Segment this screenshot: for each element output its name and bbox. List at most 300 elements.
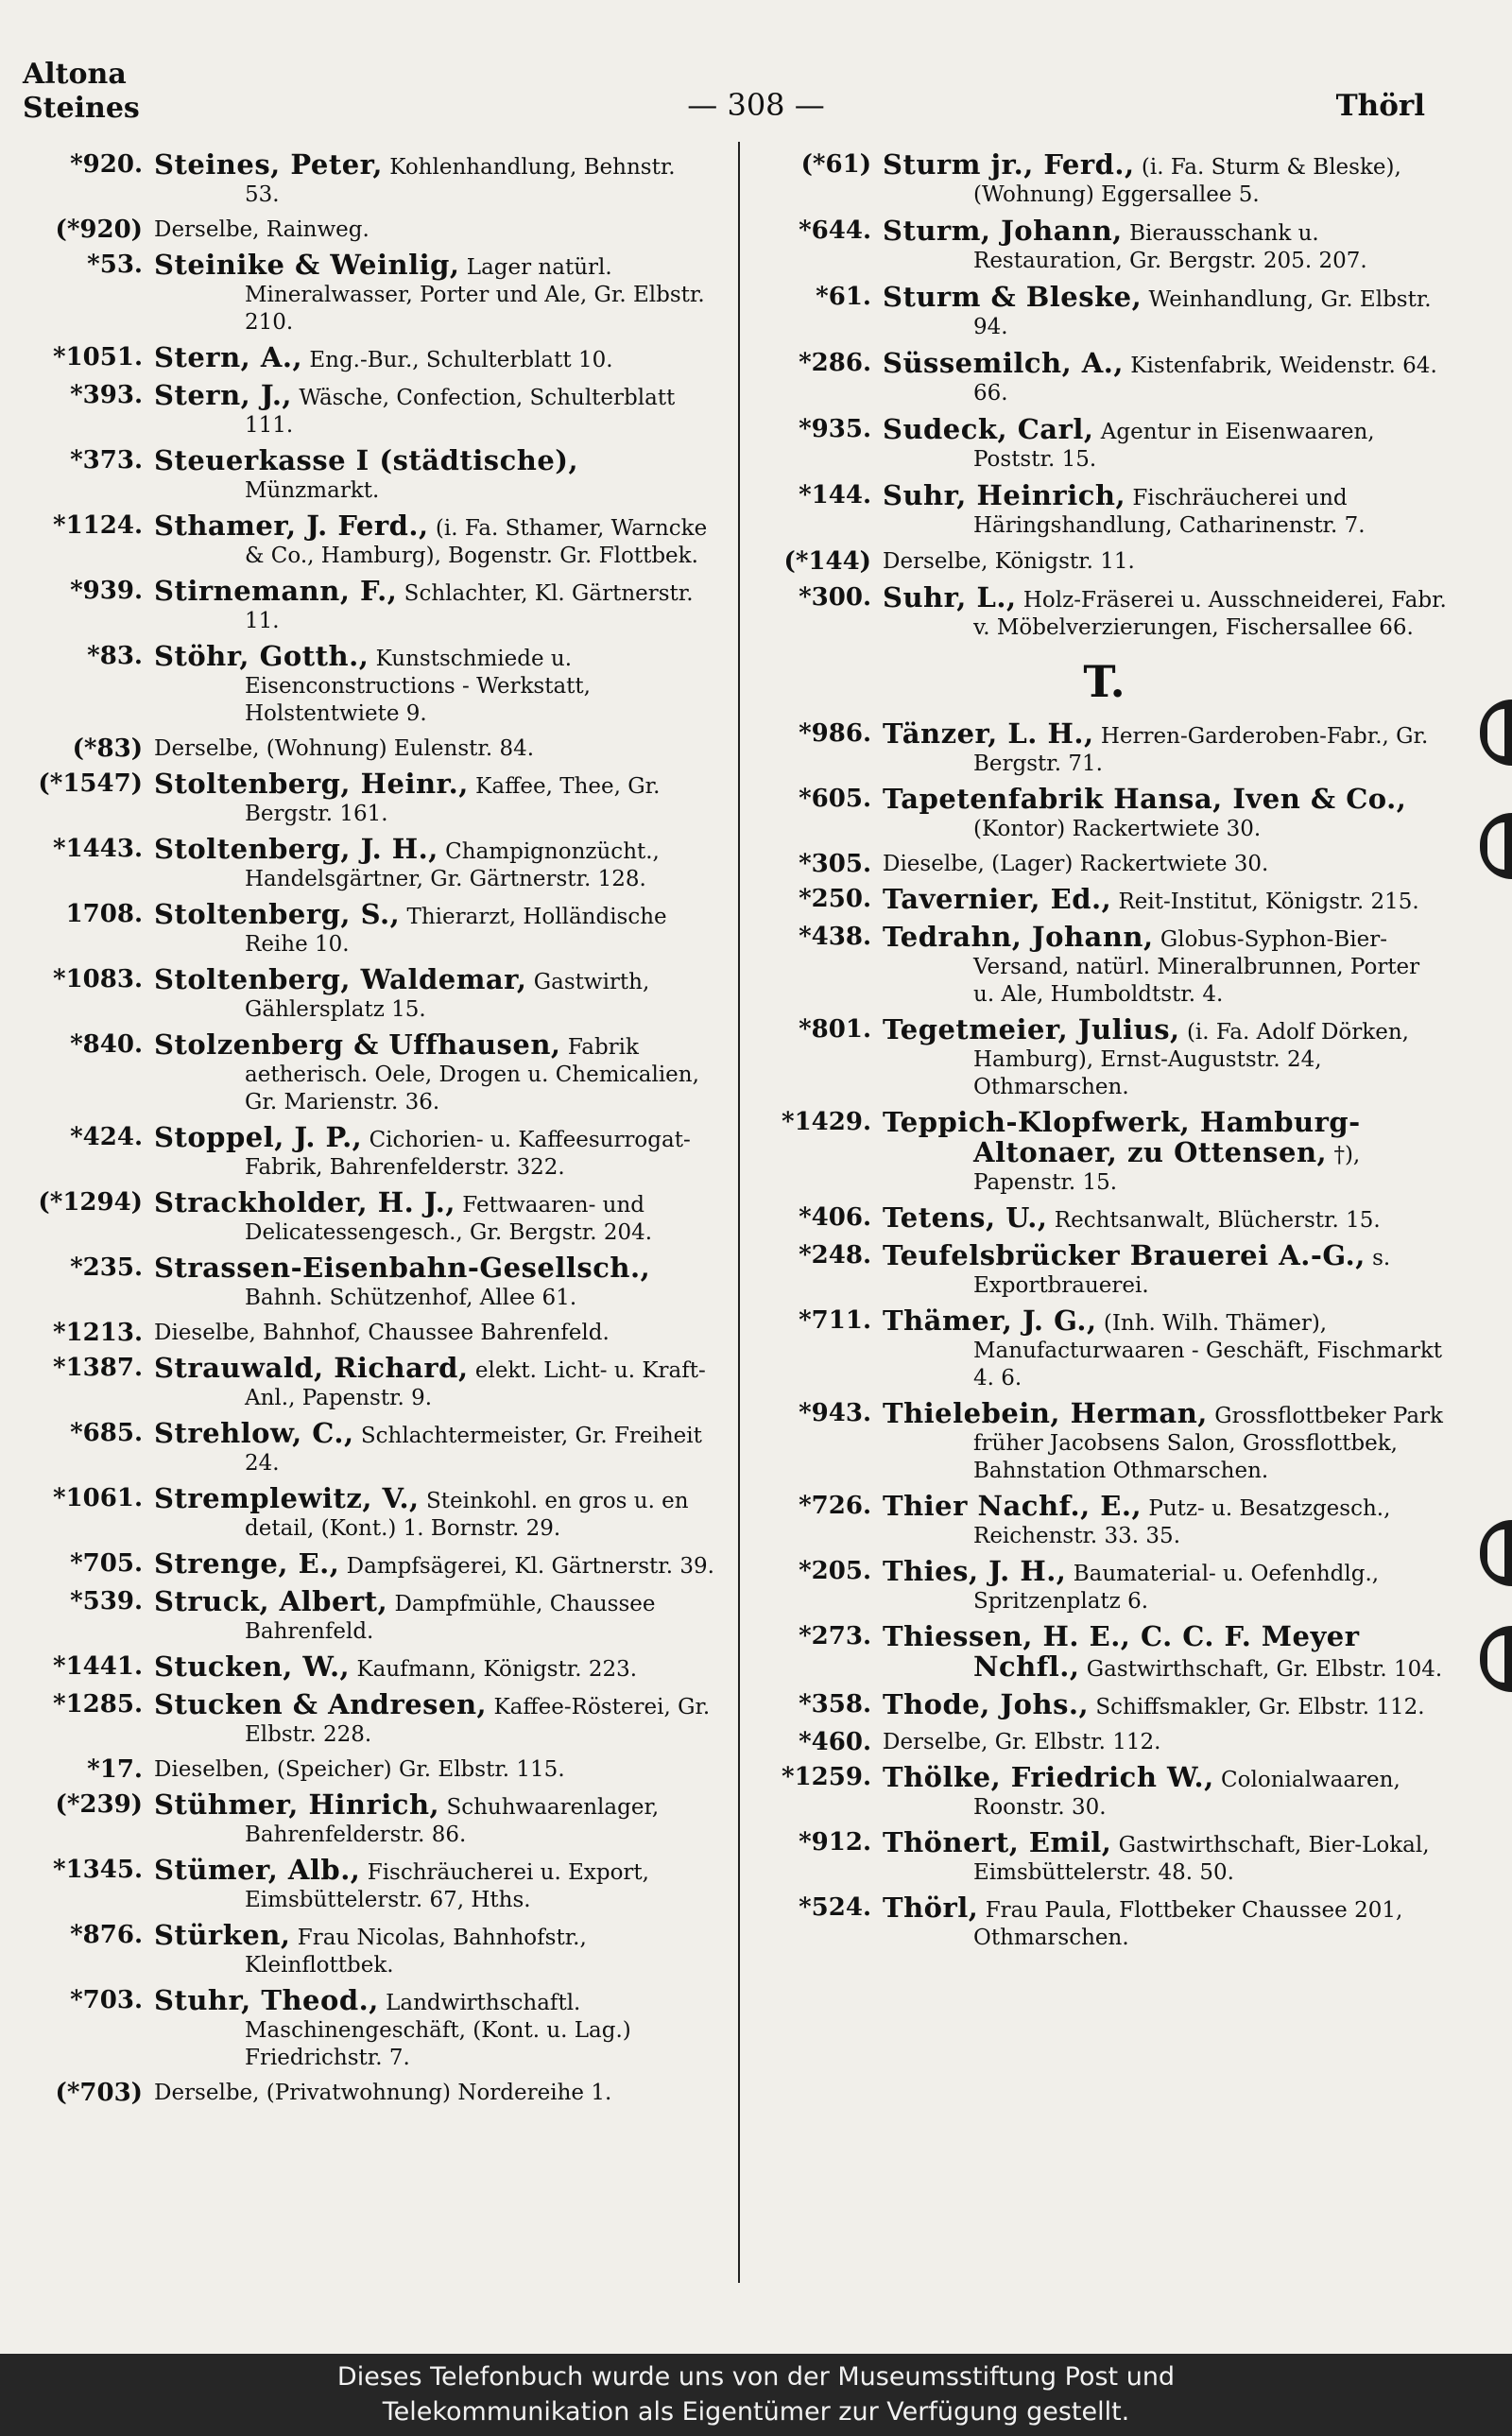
entry-body: [883, 1201, 1447, 1235]
subscriber-details: Schlachter, Kl. Gärtnerstr. 11.: [245, 581, 694, 633]
phone-number: *83.: [87, 642, 143, 670]
directory-entry: [762, 1894, 1447, 1952]
subscriber-details: Bierausschank u. Restauration, Gr. Bergstr. 205. 207.: [973, 221, 1367, 273]
phone-number: (*703): [55, 2079, 143, 2107]
left-column: [25, 148, 716, 2115]
subscriber-details: (Inh. Wilh. Thämer), Manufacturwaaren - Geschäft, Fischmarkt 4. 6.: [973, 1311, 1443, 1391]
phone-number: *1443.: [52, 835, 143, 863]
entry-body: [883, 851, 1447, 878]
directory-entry: [762, 921, 1447, 1009]
entry-body: [883, 783, 1447, 843]
phone-number: *1051.: [52, 343, 143, 371]
entry-body: [154, 735, 716, 763]
directory-entry: [25, 1417, 716, 1477]
subscriber-details: Gastwirth, Gählersplatz 15.: [245, 970, 650, 1022]
entry-body: [883, 1555, 1447, 1615]
phone-number: *840.: [70, 1030, 143, 1059]
phone-number: *539.: [70, 1587, 143, 1615]
subscriber-name: Thölke, Friedrich W.,: [883, 1761, 1214, 1793]
directory-entry: [25, 1352, 716, 1412]
entry-body: [883, 883, 1447, 916]
directory-entry: [25, 1585, 716, 1646]
binder-tab-mark: [1480, 813, 1512, 879]
phone-number: (*83): [72, 734, 143, 763]
subscriber-name: Sturm & Bleske,: [883, 281, 1143, 313]
directory-entry: [25, 1320, 716, 1347]
subscriber-details: Derselbe, Rainweg.: [154, 217, 369, 242]
directory-entry: [25, 963, 716, 1024]
subscriber-details: Globus-Syphon-Bier-Versand, natürl. Mineralbrunnen, Porter u. Ale, Humboldtstr. 4.: [973, 927, 1420, 1007]
subscriber-details: Fischräucherei u. Export, Eimsbüttelerstr. 67, Hths.: [245, 1860, 649, 1912]
phone-number: *373.: [70, 446, 143, 475]
subscriber-name: Teufelsbrücker Brauerei A.-G.,: [883, 1239, 1366, 1271]
subscriber-details: Kunstschmiede u. Eisenconstructions - Werkstatt, Holstentwiete 9.: [245, 647, 591, 726]
entry-body: [883, 148, 1447, 209]
phone-number: *438.: [799, 923, 871, 951]
entry-body: [154, 1547, 716, 1581]
subscriber-name: Tetens, U.,: [883, 1201, 1048, 1234]
phone-number: *935.: [799, 415, 871, 443]
entry-body: [883, 1729, 1447, 1756]
directory-entry: [762, 1013, 1447, 1101]
directory-entry: [762, 1201, 1447, 1235]
phone-number: (*1294): [38, 1188, 143, 1217]
directory-entry: [25, 341, 716, 374]
subscriber-name: Suhr, L.,: [883, 581, 1017, 613]
subscriber-name: Strassen-Eisenbahn-Gesellsch.,: [154, 1252, 651, 1284]
entry-body: [883, 1826, 1447, 1887]
subscriber-name: Stümer, Alb.,: [154, 1854, 361, 1886]
subscriber-details: Schlachtermeister, Gr. Freiheit 24.: [245, 1424, 702, 1476]
subscriber-name: Strackholder, H. J.,: [154, 1186, 455, 1218]
entry-body: [154, 1482, 716, 1543]
subscriber-details: Landwirthschaftl. Maschinengeschäft, (Kont. u. Lag.) Friedrichstr. 7.: [245, 1991, 631, 2070]
directory-entry: [762, 217, 1447, 275]
subscriber-details: (i. Fa. Adolf Dörken, Hamburg), Ernst-Auguststr. 24, Othmarschen.: [973, 1020, 1409, 1099]
directory-entry: [25, 1186, 716, 1247]
phone-number: (*144): [783, 547, 871, 576]
entry-body: [154, 1585, 716, 1646]
entry-body: [883, 548, 1447, 576]
subscriber-name: Stoppel, J. P.,: [154, 1121, 363, 1153]
directory-entry: [762, 1397, 1447, 1485]
entry-body: [154, 148, 716, 209]
entry-body: [154, 1788, 716, 1849]
phone-number: *1387.: [52, 1354, 143, 1382]
subscriber-name: Stoltenberg, S.,: [154, 898, 401, 930]
entry-body: [154, 512, 716, 570]
phone-number: *711.: [799, 1306, 871, 1335]
phone-number: *1259.: [781, 1763, 871, 1791]
subscriber-details: (i. Fa. Sthamer, Warncke & Co., Hamburg), Bogenstr. Gr. Flottbek.: [245, 516, 708, 568]
directory-entry: [762, 281, 1447, 341]
subscriber-details: Bahnh. Schützenhof, Allee 61.: [245, 1286, 577, 1310]
subscriber-name: Sudeck, Carl,: [883, 413, 1094, 445]
directory-entry: [25, 1028, 716, 1116]
subscriber-details: Frau Paula, Flottbeker Chaussee 201, Othmarschen.: [973, 1898, 1403, 1950]
entry-body: [883, 1013, 1447, 1101]
directory-entry: [762, 413, 1447, 474]
entry-body: [154, 1121, 716, 1182]
phone-number: *358.: [799, 1690, 871, 1719]
subscriber-details: Fettwaaren- und Delicatessengesch., Gr. Bergstr. 204.: [245, 1193, 653, 1245]
subscriber-details: Derselbe, Gr. Elbstr. 112.: [883, 1730, 1161, 1754]
directory-entry: [762, 1761, 1447, 1822]
subscriber-name: Stöhr, Gotth.,: [154, 640, 369, 672]
phone-number: *1061.: [52, 1484, 143, 1512]
directory-entry: [762, 1826, 1447, 1887]
phone-number: *685.: [70, 1419, 143, 1447]
subscriber-name: Süssemilch, A.,: [883, 347, 1124, 379]
phone-number: *205.: [799, 1557, 871, 1585]
phone-number: *524.: [799, 1893, 871, 1922]
subscriber-details: Fabrik aetherisch. Oele, Drogen u. Chemicalien, Gr. Marienstr. 36.: [245, 1035, 699, 1114]
subscriber-details: Lager natürl. Mineralwasser, Porter und Ale, Gr. Elbstr. 210.: [245, 255, 705, 335]
phone-number: *393.: [70, 381, 143, 409]
subscriber-name: Stürken,: [154, 1919, 291, 1951]
subscriber-details: Kaufmann, Königstr. 223.: [350, 1657, 638, 1682]
phone-number: *920.: [70, 150, 143, 179]
entry-body: [883, 347, 1447, 407]
subscriber-name: Tedrahn, Johann,: [883, 921, 1154, 953]
entry-body: [154, 1854, 716, 1914]
subscriber-name: Thiessen, H. E., C. C. F. Meyer Nchfl.,: [883, 1620, 1360, 1683]
entry-body: [883, 413, 1447, 474]
directory-entry: [25, 1688, 716, 1749]
directory-entry: [25, 1547, 716, 1581]
subscriber-details: Colonialwaaren, Roonstr. 30.: [973, 1768, 1400, 1820]
subscriber-details: Derselbe, (Privatwohnung) Nordereihe 1.: [154, 2081, 612, 2105]
entry-body: [883, 1304, 1447, 1392]
subscriber-details: Derselbe, Königstr. 11.: [883, 549, 1135, 574]
phone-number: *248.: [799, 1241, 871, 1270]
subscriber-details: Steinkohl. en gros u. en detail, (Kont.) 1. Bornstr. 29.: [245, 1489, 689, 1541]
entry-body: [883, 1239, 1447, 1300]
footer-line-1: Dieses Telefonbuch wurde uns von der Museumsstiftung Post und: [336, 2362, 1176, 2392]
entry-body: [154, 1186, 716, 1247]
phone-number: *644.: [799, 216, 871, 245]
subscriber-name: Strenge, E.,: [154, 1547, 340, 1580]
entry-body: [154, 1352, 716, 1412]
subscriber-name: Teppich-Klopfwerk, Hamburg-Altonaer, zu Ottensen,: [883, 1106, 1361, 1168]
subscriber-name: Sthamer, J. Ferd.,: [154, 510, 429, 542]
footer-line-2: Telekommunikation als Eigentümer zur Verfügung gestellt.: [382, 2397, 1130, 2427]
entry-body: [154, 1984, 716, 2072]
subscriber-details: Putz- u. Besatzgesch., Reichenstr. 33. 35.: [973, 1496, 1391, 1548]
phone-number: *1345.: [52, 1856, 143, 1884]
subscriber-details: Agentur in Eisenwaaren, Poststr. 15.: [973, 420, 1375, 472]
subscriber-name: Stoltenberg, Waldemar,: [154, 963, 527, 995]
directory-entry: [25, 770, 716, 828]
phone-number: *876.: [70, 1921, 143, 1949]
subscriber-details: Kohlenhandlung, Behnstr. 53.: [245, 155, 676, 207]
subscriber-name: Tänzer, L. H.,: [883, 717, 1094, 750]
subscriber-name: Stuhr, Theod.,: [154, 1984, 379, 2016]
phone-number: *286.: [799, 349, 871, 377]
subscriber-name: Suhr, Heinrich,: [883, 479, 1126, 511]
directory-entry: [25, 640, 716, 728]
subscriber-details: Gastwirthschaft, Bier-Lokal, Eimsbüttelerstr. 48. 50.: [973, 1833, 1430, 1885]
header-first-entry: Steines: [23, 92, 140, 125]
subscriber-name: Stern, J.,: [154, 379, 293, 411]
directory-entry: [762, 581, 1447, 642]
subscriber-name: Stucken, W.,: [154, 1650, 351, 1683]
phone-number: 1708.: [65, 900, 143, 928]
subscriber-name: Thönert, Emil,: [883, 1826, 1112, 1858]
phone-number: *605.: [799, 785, 871, 813]
subscriber-name: Stoltenberg, J. H.,: [154, 833, 438, 865]
directory-entry: [762, 851, 1447, 878]
subscriber-details: Kistenfabrik, Weidenstr. 64. 66.: [973, 354, 1437, 406]
phone-number: *726.: [799, 1492, 871, 1520]
entry-body: [154, 575, 716, 635]
directory-entry: [25, 216, 716, 244]
directory-entry: [25, 1919, 716, 1979]
subscriber-details: Fischräucherei und Häringshandlung, Catharinenstr. 7.: [973, 486, 1366, 538]
phone-number: *703.: [70, 1986, 143, 2014]
directory-entry: [25, 1254, 716, 1312]
directory-entry: [25, 898, 716, 959]
entry-body: [154, 1756, 716, 1784]
subscriber-details: Dieselben, (Speicher) Gr. Elbstr. 115.: [154, 1757, 565, 1782]
entry-body: [154, 1320, 716, 1347]
entry-body: [154, 1028, 716, 1116]
subscriber-name: Stucken & Andresen,: [154, 1688, 488, 1720]
header-city: Altona: [23, 58, 127, 91]
subscriber-details: Baumaterial- u. Oefenhdlg., Spritzenplatz 6.: [973, 1562, 1380, 1614]
subscriber-name: Struck, Albert,: [154, 1585, 388, 1617]
phone-number: *144.: [799, 481, 871, 510]
section-letter: T.: [1083, 656, 1125, 707]
header-last-entry: Thörl: [1335, 89, 1425, 123]
subscriber-details: elekt. Licht- u. Kraft-Anl., Papenstr. 9.: [245, 1358, 706, 1410]
phone-number: *61.: [816, 283, 871, 311]
directory-entry: [25, 1788, 716, 1849]
subscriber-details: (i. Fa. Sturm & Bleske), (Wohnung) Eggersallee 5.: [973, 155, 1401, 207]
entry-body: [883, 1761, 1447, 1822]
subscriber-name: Stirnemann, F.,: [154, 575, 398, 607]
directory-entry: [762, 883, 1447, 916]
subscriber-name: Strauwald, Richard,: [154, 1352, 469, 1384]
directory-entry: [762, 1239, 1447, 1300]
phone-number: (*61): [800, 150, 871, 179]
subscriber-details: Derselbe, (Wohnung) Eulenstr. 84.: [154, 736, 535, 761]
entry-body: [154, 216, 716, 244]
directory-entry: [762, 1304, 1447, 1392]
entry-body: [883, 1688, 1447, 1721]
entry-body: [883, 281, 1447, 341]
subscriber-details: Rechtsanwalt, Blücherstr. 15.: [1047, 1208, 1381, 1233]
phone-number: *300.: [799, 583, 871, 612]
directory-entry: [25, 1482, 716, 1543]
subscriber-name: Stühmer, Hinrich,: [154, 1788, 440, 1821]
subscriber-name: Tapetenfabrik Hansa, Iven & Co.,: [883, 783, 1407, 815]
phone-number: *424.: [70, 1123, 143, 1151]
phone-number: (*1547): [38, 769, 143, 798]
entry-body: [154, 444, 716, 505]
directory-entry: [25, 575, 716, 635]
subscriber-name: Sturm jr., Ferd.,: [883, 148, 1135, 181]
directory-entry: [762, 1555, 1447, 1615]
entry-body: [154, 1688, 716, 1749]
subscriber-name: Stolzenberg & Uffhausen,: [154, 1028, 561, 1061]
phone-number: *273.: [799, 1622, 871, 1650]
entry-body: [154, 1254, 716, 1312]
subscriber-name: Stoltenberg, Heinr.,: [154, 768, 469, 800]
right-column: [762, 148, 1447, 1960]
subscriber-details: †), Papenstr. 15.: [973, 1143, 1361, 1195]
phone-number: (*920): [55, 216, 143, 244]
column-divider: [738, 142, 740, 2283]
entry-body: [154, 1919, 716, 1979]
subscriber-details: Dampfmühle, Chaussee Bahrenfeld.: [245, 1592, 656, 1644]
subscriber-name: Steinike & Weinlig,: [154, 249, 460, 281]
entry-body: [154, 833, 716, 893]
subscriber-details: Holz-Fräserei u. Ausschneiderei, Fabr. v. Möbelverzierungen, Fischersallee 66.: [973, 588, 1447, 640]
subscriber-name: Tegetmeier, Julius,: [883, 1013, 1180, 1045]
subscriber-name: Thier Nachf., E.,: [883, 1490, 1143, 1522]
directory-entry: [25, 833, 716, 893]
directory-entry: [762, 548, 1447, 576]
subscriber-details: Reit-Institut, Königstr. 215.: [1111, 890, 1419, 914]
entry-body: [154, 898, 716, 959]
phone-number: *235.: [70, 1253, 143, 1282]
subscriber-details: Kaffee, Thee, Gr. Bergstr. 161.: [245, 774, 661, 826]
subscriber-name: Stremplewitz, V.,: [154, 1482, 420, 1514]
right-column-t-entries: [762, 717, 1447, 1952]
directory-entry: [762, 1490, 1447, 1550]
subscriber-details: Cichorien- u. Kaffeesurrogat-Fabrik, Bahrenfelderstr. 322.: [245, 1128, 691, 1180]
subscriber-name: Stern, A.,: [154, 341, 303, 373]
directory-entry: [25, 251, 716, 337]
entry-body: [883, 581, 1447, 642]
entry-body: [883, 921, 1447, 1009]
phone-number: *1285.: [52, 1690, 143, 1719]
directory-entry: [25, 1650, 716, 1684]
subscriber-details: Dieselbe, (Lager) Rackertwiete 30.: [883, 852, 1269, 876]
subscriber-name: Sturm, Johann,: [883, 215, 1123, 247]
entry-body: [154, 379, 716, 440]
binder-tab-mark: [1480, 700, 1512, 766]
directory-entry: [762, 347, 1447, 407]
entry-body: [154, 770, 716, 828]
phone-number: *305.: [799, 850, 871, 878]
directory-entry: [25, 2080, 716, 2107]
subscriber-details: Wäsche, Confection, Schulterblatt 111.: [245, 386, 676, 438]
subscriber-name: Tavernier, Ed.,: [883, 883, 1112, 915]
subscriber-details: Grossflottbeker Park früher Jacobsens Salon, Grossflottbek, Bahnstation Othmarschen.: [973, 1404, 1443, 1483]
entry-body: [154, 251, 716, 337]
entry-body: [883, 1620, 1447, 1684]
phone-number: *250.: [799, 885, 871, 913]
directory-entry: [25, 1854, 716, 1914]
subscriber-details: Kaffee-Rösterei, Gr. Elbstr. 228.: [245, 1695, 711, 1747]
phone-number: *460.: [799, 1728, 871, 1756]
phone-number: *1213.: [52, 1319, 143, 1347]
subscriber-name: Thielebein, Herman,: [883, 1397, 1208, 1429]
directory-entry: [25, 735, 716, 763]
subscriber-details: Eng.-Bur., Schulterblatt 10.: [302, 348, 613, 372]
directory-entry: [25, 1756, 716, 1784]
phone-number: *943.: [799, 1399, 871, 1427]
subscriber-details: Weinhandlung, Gr. Elbstr. 94.: [973, 287, 1432, 339]
entry-body: [154, 341, 716, 374]
subscriber-name: Thörl,: [883, 1892, 979, 1924]
phone-number: *406.: [799, 1203, 871, 1232]
entry-body: [883, 1397, 1447, 1485]
binder-tab-mark: [1480, 1626, 1512, 1692]
subscriber-details: Thierarzt, Holländische Reihe 10.: [245, 905, 667, 957]
subscriber-name: Steines, Peter,: [154, 148, 383, 181]
entry-body: [154, 963, 716, 1024]
directory-entry: [762, 717, 1447, 778]
phone-number: (*239): [55, 1790, 143, 1819]
directory-entry: [25, 1984, 716, 2072]
directory-entry: [762, 1106, 1447, 1197]
phone-number: *705.: [70, 1549, 143, 1578]
subscriber-details: s. Exportbrauerei.: [973, 1246, 1391, 1298]
subscriber-name: Thämer, J. G.,: [883, 1304, 1097, 1337]
entry-body: [154, 640, 716, 728]
subscriber-name: Strehlow, C.,: [154, 1417, 354, 1449]
entry-body: [154, 1650, 716, 1684]
footer-notice: [0, 2354, 1512, 2436]
entry-body: [883, 217, 1447, 275]
subscriber-name: Steuerkasse I (städtische),: [154, 444, 579, 476]
subscriber-details: Dieselbe, Bahnhof, Chaussee Bahrenfeld.: [154, 1321, 610, 1345]
subscriber-details: Schuhwaarenlager, Bahrenfelderstr. 86.: [245, 1795, 660, 1847]
directory-entry: [762, 148, 1447, 209]
directory-entry: [25, 379, 716, 440]
phone-number: *986.: [799, 719, 871, 748]
directory-entry: [25, 512, 716, 570]
entry-body: [883, 479, 1447, 540]
subscriber-name: Thies, J. H.,: [883, 1555, 1067, 1587]
entry-body: [154, 2080, 716, 2107]
entry-body: [154, 1417, 716, 1477]
entry-body: [883, 717, 1447, 778]
directory-entry: [762, 1688, 1447, 1721]
subscriber-name: Thode, Johs.,: [883, 1688, 1090, 1720]
subscriber-details: Münzmarkt.: [245, 478, 380, 503]
subscriber-details: Gastwirthschaft, Gr. Elbstr. 104.: [1079, 1657, 1443, 1682]
subscriber-details: Dampfsägerei, Kl. Gärtnerstr. 39.: [339, 1554, 714, 1579]
subscriber-details: Frau Nicolas, Bahnhofstr., Kleinflottbek.: [245, 1926, 587, 1978]
directory-entry: [25, 444, 716, 505]
subscriber-details: Herren-Garderoben-Fabr., Gr. Bergstr. 71.: [973, 724, 1429, 776]
phone-number: *1124.: [52, 511, 143, 540]
entry-body: [883, 1490, 1447, 1550]
directory-entry: [762, 1620, 1447, 1684]
subscriber-details: (Kontor) Rackertwiete 30.: [973, 817, 1262, 841]
phone-number: *1429.: [781, 1108, 871, 1136]
directory-entry: [762, 783, 1447, 843]
phone-number: *801.: [799, 1015, 871, 1044]
page-number: — 308 —: [687, 87, 825, 123]
phone-number: *1441.: [52, 1652, 143, 1681]
subscriber-details: Champignonzücht., Handelsgärtner, Gr. Gärtnerstr. 128.: [245, 839, 660, 891]
entry-body: [883, 1106, 1447, 1197]
binder-tab-mark: [1480, 1520, 1512, 1586]
directory-entry: [25, 148, 716, 209]
right-column-s-entries: [762, 148, 1447, 642]
phone-number: *17.: [87, 1755, 143, 1784]
entry-body: [883, 1894, 1447, 1952]
phone-number: *53.: [87, 251, 143, 279]
subscriber-details: Schiffsmakler, Gr. Elbstr. 112.: [1089, 1695, 1425, 1719]
phone-number: *1083.: [52, 965, 143, 993]
phone-number: *939.: [70, 577, 143, 605]
